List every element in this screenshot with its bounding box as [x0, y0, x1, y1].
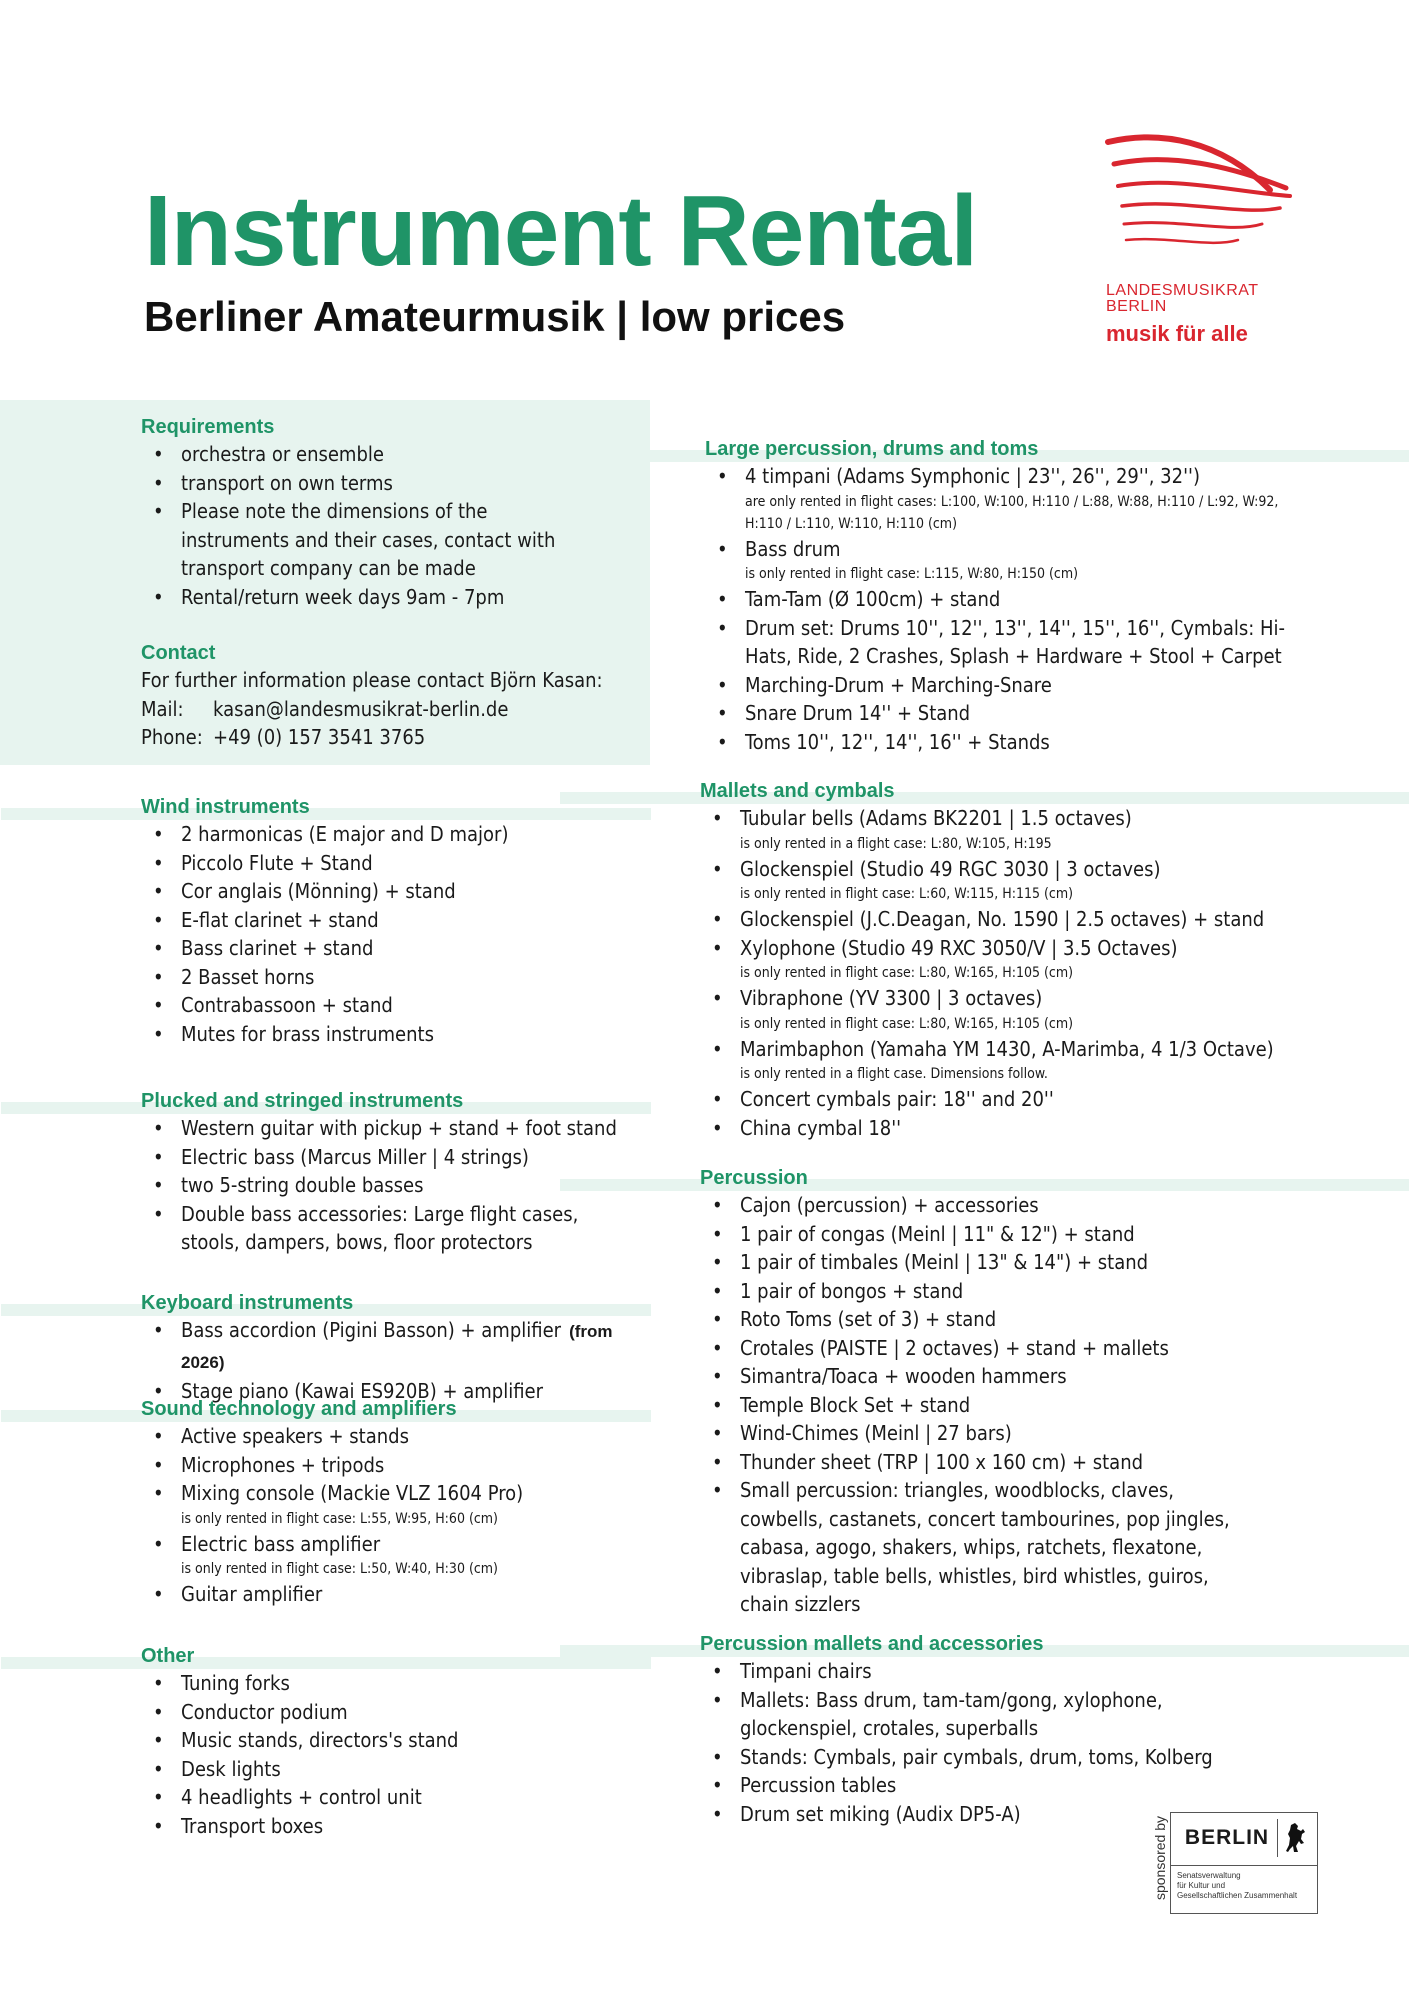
keyboard-heading: Keyboard instruments [141, 1290, 651, 1316]
list-item: • Crotales (PAISTE | 2 octaves) + stand + mallets [700, 1334, 1260, 1363]
other-heading: Other [141, 1643, 651, 1669]
keyboard-list [141, 1316, 651, 1406]
list-item: • 4 headlights + control unit [141, 1783, 651, 1812]
mail-label: Mail: [141, 696, 184, 721]
phone-label: Phone: [141, 725, 203, 749]
list-item: • Please note the dimensions of the instruments and their cases, contact with transport company can be made [141, 497, 641, 583]
percussion-accessories-list [700, 1657, 1260, 1828]
list-item: • Double bass accessories: Large flight cases, stools, dampers, bows, floor protectors [141, 1200, 651, 1257]
list-item: • Mixing console (Mackie VLZ 1604 Pro) is only rented in flight case: L:55, W:95, H:60 (cm) [141, 1479, 651, 1530]
list-item: • Bass drum is only rented in flight case: L:115, W:80, H:150 (cm) [705, 535, 1305, 586]
list-item: • Drum set miking (Audix DP5-A) [700, 1800, 1260, 1829]
list-item: • 1 pair of bongos + stand [700, 1277, 1260, 1306]
list-item: • Desk lights [141, 1755, 651, 1784]
plucked-list [141, 1114, 651, 1257]
page-subtitle: Berliner Amateurmusik | low prices [144, 293, 846, 340]
list-item: • Tubular bells (Adams BK2201 | 1.5 octaves) is only rented in a flight case: L:80, W:105, H:195 [700, 804, 1320, 855]
list-item: • Music stands, directors's stand [141, 1726, 651, 1755]
list-item: • two 5-string double basses [141, 1171, 651, 1200]
sound-heading: Sound technology and amplifiers [141, 1396, 651, 1422]
berlin-senate-logo [1170, 1812, 1318, 1914]
list-item: • Marching-Drum + Marching-Snare [705, 671, 1305, 700]
list-item: • Toms 10'', 12'', 14'', 16'' + Stands [705, 728, 1305, 757]
list-item: • Transport boxes [141, 1812, 651, 1841]
list-item: • 4 timpani (Adams Symphonic | 23'', 26'', 29'', 32'') are only rented in flight cases: L:100, W:100, H:110 / L:88, W:88, H:110 / L:92, W:92, H:110 / L:110, W:110, H:110 (cm) [705, 462, 1305, 535]
list-item: • Thunder sheet (TRP | 100 x 160 cm) + stand [700, 1448, 1260, 1477]
list-item: • Cor anglais (Mönning) + stand [141, 877, 651, 906]
logo-tagline: musik für alle [1106, 321, 1248, 346]
list-item: • Active speakers + stands [141, 1422, 651, 1451]
contact-heading: Contact [141, 642, 216, 664]
berlin-wordmark: BERLIN [1177, 1819, 1278, 1857]
item-note: are only rented in flight cases: L:100, W:100, H:110 / L:88, W:88, H:110 / L:92, W:92, H:110 / L:110, W:110, H:110 (cm) [745, 493, 1279, 532]
list-item: • Microphones + tripods [141, 1451, 651, 1480]
list-item: • Stands: Cymbals, pair cymbals, drum, toms, Kolberg [700, 1743, 1260, 1772]
list-item: • Rental/return week days 9am - 7pm [141, 583, 641, 612]
list-item: • Bass clarinet + stand [141, 934, 651, 963]
list-item: • 2 Basset horns [141, 963, 651, 992]
item-note: is only rented in flight case: L:115, W:80, H:150 (cm) [745, 566, 1078, 582]
percussion-accessories-section [700, 1631, 1409, 1828]
percussion-accessories-heading: Percussion mallets and accessories [700, 1631, 1409, 1657]
list-item: • E-flat clarinet + stand [141, 906, 651, 935]
keyboard-section [141, 1290, 651, 1406]
list-item: • Small percussion: triangles, woodblocks, claves, cowbells, castanets, concert tambourines, pop jingles, cabasa, agogo, shakers, whips, ratchets, flexatone, vibraslap, table bells, whistles, bird whistles, guiros, chain sizzlers [700, 1476, 1260, 1619]
wave-lines-icon [1100, 130, 1300, 270]
sound-section [141, 1396, 651, 1609]
list-item: • 1 pair of timbales (Meinl | 13" & 14") + stand [700, 1248, 1260, 1277]
list-item: • Wind-Chimes (Meinl | 27 bars) [700, 1419, 1260, 1448]
contact-section [141, 640, 641, 752]
page-title: Instrument Rental [144, 175, 978, 287]
mallets-section [700, 778, 1409, 1142]
list-item: • Roto Toms (set of 3) + stand [700, 1305, 1260, 1334]
list-item: • Electric bass (Marcus Miller | 4 strings) [141, 1143, 651, 1172]
logo-text-line2: BERLIN [1106, 298, 1167, 315]
list-item: • Western guitar with pickup + stand + foot stand [141, 1114, 651, 1143]
list-item: • Simantra/Toaca + wooden hammers [700, 1362, 1260, 1391]
list-item: • 2 harmonicas (E major and D major) [141, 820, 651, 849]
list-item: • Conductor podium [141, 1698, 651, 1727]
list-item: • Electric bass amplifier is only rented in flight case: L:50, W:40, H:30 (cm) [141, 1530, 651, 1581]
list-item: • Mutes for brass instruments [141, 1020, 651, 1049]
list-item: • Timpani chairs [700, 1657, 1260, 1686]
wind-list [141, 820, 651, 1048]
list-item: • Vibraphone (YV 3300 | 3 octaves) is only rented in flight case: L:80, W:165, H:105 (cm) [700, 984, 1320, 1035]
list-item: • Bass accordion (Pigini Basson) + amplifier (from 2026) [141, 1316, 651, 1377]
list-item: • Piccolo Flute + Stand [141, 849, 651, 878]
list-item: • Snare Drum 14'' + Stand [705, 699, 1305, 728]
list-item: • transport on own terms [141, 469, 641, 498]
contact-mail-row [141, 695, 641, 724]
sound-list [141, 1422, 651, 1609]
item-note: is only rented in flight case: L:50, W:40, H:30 (cm) [181, 1561, 498, 1577]
requirements-section [141, 414, 641, 611]
divider [1171, 1865, 1317, 1866]
other-list [141, 1669, 651, 1840]
landesmusikrat-logo [1100, 130, 1300, 355]
list-item: • Concert cymbals pair: 18'' and 20'' [700, 1085, 1320, 1114]
list-item: • Tam-Tam (Ø 100cm) + stand [705, 585, 1305, 614]
list-item: • Temple Block Set + stand [700, 1391, 1260, 1420]
berlin-bear-icon [1281, 1819, 1311, 1857]
percussion-section [700, 1165, 1409, 1619]
list-item: • Percussion tables [700, 1771, 1260, 1800]
list-item: • Contrabassoon + stand [141, 991, 651, 1020]
list-item: • Tuning forks [141, 1669, 651, 1698]
percussion-heading: Percussion [700, 1165, 1409, 1191]
list-item: • Glockenspiel (J.C.Deagan, No. 1590 | 2.5 octaves) + stand [700, 905, 1320, 934]
item-note: is only rented in flight case: L:55, W:95, H:60 (cm) [181, 1510, 498, 1527]
phone-number[interactable]: +49 (0) 157 3541 3765 [213, 725, 426, 749]
list-item: • Cajon (percussion) + accessories [700, 1191, 1260, 1220]
mallets-list [700, 804, 1320, 1142]
large-percussion-section [705, 436, 1409, 756]
item-note: is only rented in a flight case. Dimensions follow. [740, 1066, 1048, 1082]
mallets-heading: Mallets and cymbals [700, 778, 1409, 804]
list-item: • Mallets: Bass drum, tam-tam/gong, xylophone, glockenspiel, crotales, superballs [700, 1686, 1260, 1743]
item-note: is only rented in flight case: L:80, W:165, H:105 (cm) [740, 965, 1073, 981]
plucked-section [141, 1088, 651, 1257]
list-item: • Drum set: Drums 10'', 12'', 13'', 14'', 15'', 16'', Cymbals: Hi-Hats, Ride, 2 Crashes, Splash + Hardware + Stool + Carpet [705, 614, 1305, 671]
sponsored-by-label: sponsored by [1152, 1815, 1169, 1901]
list-item: • China cymbal 18'' [700, 1114, 1320, 1143]
logo-text-line1: LANDESMUSIKRAT [1106, 282, 1259, 299]
requirements-list [141, 440, 641, 611]
availability-tag: (from 2026) [181, 1322, 613, 1372]
item-note: is only rented in a flight case: L:80, W:105, H:195 [740, 835, 1052, 852]
other-section [141, 1643, 651, 1840]
mail-address-link[interactable]: kasan@landesmusikrat-berlin.de [213, 696, 509, 721]
large-percussion-heading: Large percussion, drums and toms [705, 436, 1409, 462]
large-percussion-list [705, 462, 1305, 756]
requirements-heading: Requirements [141, 416, 275, 438]
contact-intro: For further information please contact Björn Kasan: [141, 668, 603, 692]
plucked-heading: Plucked and stringed instruments [141, 1088, 651, 1114]
percussion-list [700, 1191, 1260, 1619]
wind-heading: Wind instruments [141, 794, 651, 820]
list-item: • Xylophone (Studio 49 RXC 3050/V | 3.5 Octaves) is only rented in flight case: L:80, W:165, H:105 (cm) [700, 934, 1320, 985]
item-note: is only rented in flight case: L:80, W:165, H:105 (cm) [740, 1015, 1073, 1032]
list-item: • orchestra or ensemble [141, 440, 641, 469]
list-item: • Guitar amplifier [141, 1580, 651, 1609]
item-note: is only rented in flight case: L:60, W:115, H:115 (cm) [740, 886, 1073, 902]
wind-section [141, 794, 651, 1048]
list-item: • 1 pair of congas (Meinl | 11" & 12") + stand [700, 1220, 1260, 1249]
list-item: • Stage piano (Kawai ES920B) + amplifier [141, 1377, 651, 1406]
senate-department-text: Senatsverwaltung für Kultur und Gesellschaftlichen Zusammenhalt [1177, 1871, 1298, 1900]
list-item: • Glockenspiel (Studio 49 RGC 3030 | 3 octaves) is only rented in flight case: L:60, W:115, H:115 (cm) [700, 855, 1320, 906]
contact-phone-row [141, 723, 641, 752]
sponsor-block [1140, 1810, 1320, 1915]
list-item: • Marimbaphon (Yamaha YM 1430, A-Marimba, 4 1/3 Octave) is only rented in a flight case. Dimensions follow. [700, 1035, 1320, 1086]
